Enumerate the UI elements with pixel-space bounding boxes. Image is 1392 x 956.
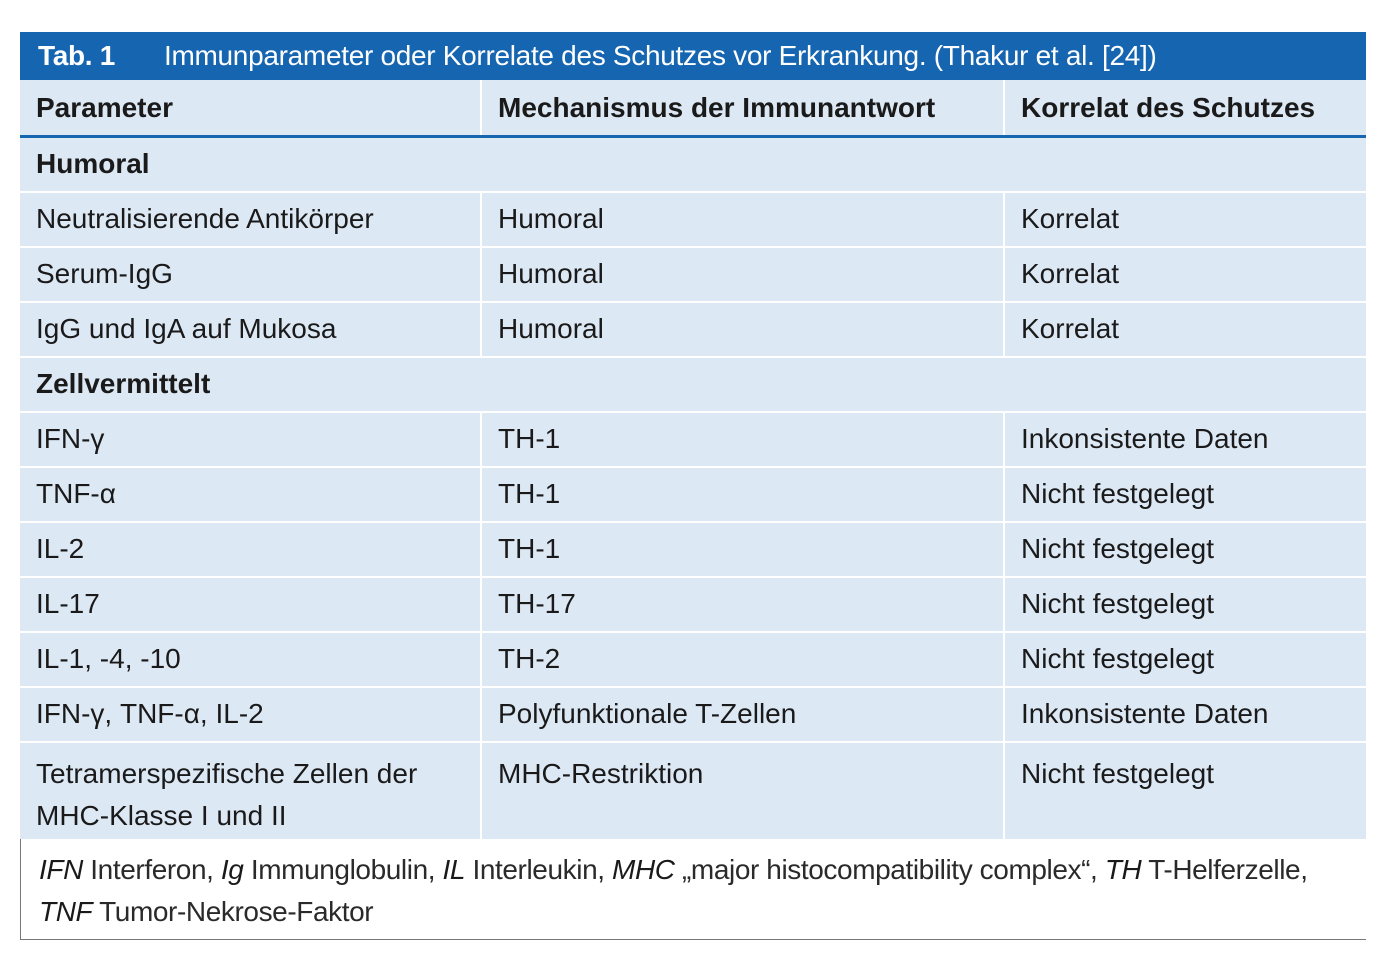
section-title: Humoral [20,137,1366,192]
footnote-abbr-ig: Ig [220,853,244,885]
column-header-mechanism: Mechanismus der Immunantwort [481,80,1004,137]
cell-mechanism: TH-1 [481,467,1004,522]
section-row-zellvermittelt [20,357,1366,412]
column-header-parameter: Parameter [20,80,481,137]
footnote-text: Tumor-Nekrose-Faktor [92,895,374,927]
cell-parameter: TNF-α [20,467,481,522]
table-row [20,522,1366,577]
column-header-correlate: Korrelat des Schutzes [1004,80,1366,137]
footnote-abbr-mhc: MHC [612,853,675,885]
table-row [20,632,1366,687]
footnote-abbr-tnf: TNF [39,895,93,927]
table-row [20,412,1366,467]
cell-mechanism: MHC-Restriktion [481,742,1004,839]
cell-correlate: Nicht festgelegt [1004,632,1366,687]
cell-parameter: IgG und IgA auf Mukosa [20,302,481,357]
cell-correlate: Inkonsistente Daten [1004,412,1366,467]
table-row [20,687,1366,742]
table-row [20,192,1366,247]
table-title: Immunparameter oder Korrelate des Schutzes vor Erkrankung. (Thakur et al. [24]) [164,40,1157,71]
cell-correlate: Korrelat [1004,192,1366,247]
cell-correlate: Nicht festgelegt [1004,522,1366,577]
footnote-text: T-Helferzelle, [1141,853,1308,885]
table-row [20,742,1366,839]
cell-parameter: Neutralisierende Antikörper [20,192,481,247]
table-number: Tab. 1 [38,40,116,71]
table-row [20,467,1366,522]
footnote-abbr-th: TH [1104,853,1142,885]
cell-mechanism: Humoral [481,247,1004,302]
cell-correlate: Nicht festgelegt [1004,467,1366,522]
cell-mechanism: TH-17 [481,577,1004,632]
cell-correlate: Korrelat [1004,302,1366,357]
footnote-text: Immunglobulin, [243,853,443,885]
cell-parameter: IL-17 [20,577,481,632]
table-row [20,302,1366,357]
cell-correlate: Inkonsistente Daten [1004,687,1366,742]
table-row [20,577,1366,632]
cell-parameter: Serum-IgG [20,247,481,302]
cell-correlate: Nicht festgelegt [1004,577,1366,632]
cell-mechanism: TH-1 [481,412,1004,467]
table-container [20,32,1366,940]
cell-mechanism: TH-1 [481,522,1004,577]
footnote-text: Interleukin, [465,853,613,885]
cell-parameter: IL-2 [20,522,481,577]
footnote-text: Interferon, [82,853,221,885]
cell-correlate: Korrelat [1004,247,1366,302]
cell-mechanism: Humoral [481,192,1004,247]
cell-parameter: IL-1, -4, -10 [20,632,481,687]
cell-parameter: IFN-γ, TNF-α, IL-2 [20,687,481,742]
section-title: Zellvermittelt [20,357,1366,412]
section-row-humoral [20,137,1366,192]
table-caption [20,32,1366,80]
cell-mechanism: Humoral [481,302,1004,357]
immune-parameter-table [20,80,1366,839]
table-row [20,247,1366,302]
footnote-abbr-il: IL [442,853,466,885]
cell-parameter: IFN-γ [20,412,481,467]
cell-mechanism: Polyfunktionale T-Zellen [481,687,1004,742]
cell-parameter: Tetramerspezifische Zellen der MHC-Klasse I und II [20,742,481,839]
cell-correlate: Nicht festgelegt [1004,742,1366,839]
footnote-text: „major histocompatibility complex“, [674,853,1105,885]
table-footnote [20,839,1366,940]
cell-mechanism: TH-2 [481,632,1004,687]
footnote-abbr-ifn: IFN [39,853,83,885]
header-row [20,80,1366,137]
